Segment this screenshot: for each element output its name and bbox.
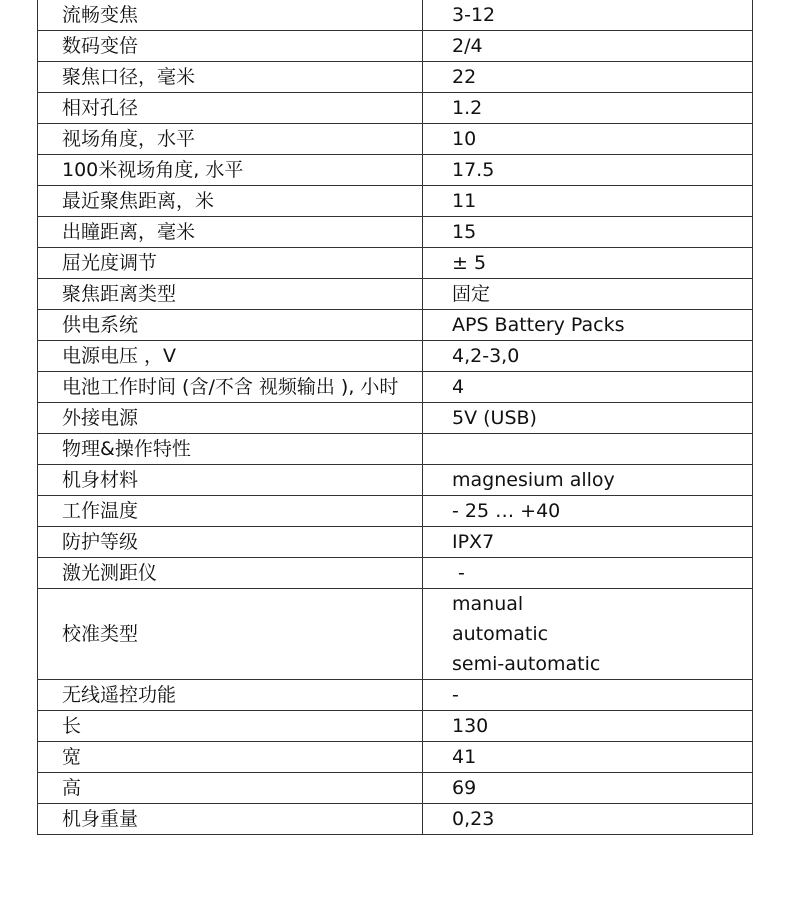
table-row [38,680,753,711]
spec-value: 17.5 [423,155,753,186]
spec-value: 11 [423,186,753,217]
table-row [38,155,753,186]
spec-value: 固定 [423,279,753,310]
table-row [38,310,753,341]
spec-label: 无线遥控功能 [38,680,423,711]
table-row [38,186,753,217]
spec-label: 出瞳距离，毫米 [38,217,423,248]
table-row [38,31,753,62]
table-row [38,558,753,589]
spec-value: 41 [423,742,753,773]
spec-label: 数码变倍 [38,31,423,62]
spec-value: ± 5 [423,248,753,279]
spec-label: 视场角度，水平 [38,124,423,155]
spec-value: APS Battery Packs [423,310,753,341]
spec-label: 流畅变焦 [38,0,423,31]
spec-label: 长 [38,711,423,742]
spec-value: magnesium alloy [423,465,753,496]
table-row [38,62,753,93]
spec-label: 电源电压 ，V [38,341,423,372]
calibration-values [423,589,753,680]
table-row [38,341,753,372]
spec-label: 高 [38,773,423,804]
spec-label: 校准类型 [38,589,423,680]
spec-label: 物理&操作特性 [38,434,423,465]
table-row [38,403,753,434]
spec-value: IPX7 [423,527,753,558]
spec-label: 宽 [38,742,423,773]
calibration-option: semi-automatic [452,653,601,675]
table-row [38,217,753,248]
spec-label: 机身材料 [38,465,423,496]
table-row [38,434,753,465]
table-row [38,279,753,310]
table-row [38,773,753,804]
calibration-option: automatic [452,623,549,645]
table-row [38,527,753,558]
spec-label: 激光测距仪 [38,558,423,589]
spec-value: - [423,680,753,711]
spec-label: 相对孔径 [38,93,423,124]
spec-label: 最近聚焦距离，米 [38,186,423,217]
spec-value: 0,23 [423,804,753,835]
table-row [38,0,753,31]
spec-value: 22 [423,62,753,93]
table-row [38,465,753,496]
spec-value: 69 [423,773,753,804]
table-row [38,248,753,279]
table-row [38,804,753,835]
spec-label: 电池工作时间 (含/不含 视频输出 ), 小时 [38,372,423,403]
spec-label: 防护等级 [38,527,423,558]
spec-value: 2/4 [423,31,753,62]
spec-value: 1.2 [423,93,753,124]
spec-label: 屈光度调节 [38,248,423,279]
table-row [38,496,753,527]
spec-value: - [423,558,753,589]
spec-table [37,0,753,835]
spec-value: - 25 … +40 [423,496,753,527]
spec-label: 聚焦口径，毫米 [38,62,423,93]
spec-value: 3-12 [423,0,753,31]
spec-value: 130 [423,711,753,742]
table-row [38,742,753,773]
table-row [38,124,753,155]
table-row [38,711,753,742]
spec-label: 聚焦距离类型 [38,279,423,310]
calibration-option: manual [452,593,524,615]
spec-label: 工作温度 [38,496,423,527]
spec-value: 15 [423,217,753,248]
table-row-calibration [38,589,753,680]
table-row [38,372,753,403]
spec-value [423,434,753,465]
spec-value: 4 [423,372,753,403]
table-row [38,93,753,124]
spec-value: 10 [423,124,753,155]
spec-label: 100米视场角度, 水平 [38,155,423,186]
spec-value: 5V (USB) [423,403,753,434]
spec-label: 机身重量 [38,804,423,835]
spec-value: 4,2-3,0 [423,341,753,372]
spec-label: 外接电源 [38,403,423,434]
spec-label: 供电系统 [38,310,423,341]
